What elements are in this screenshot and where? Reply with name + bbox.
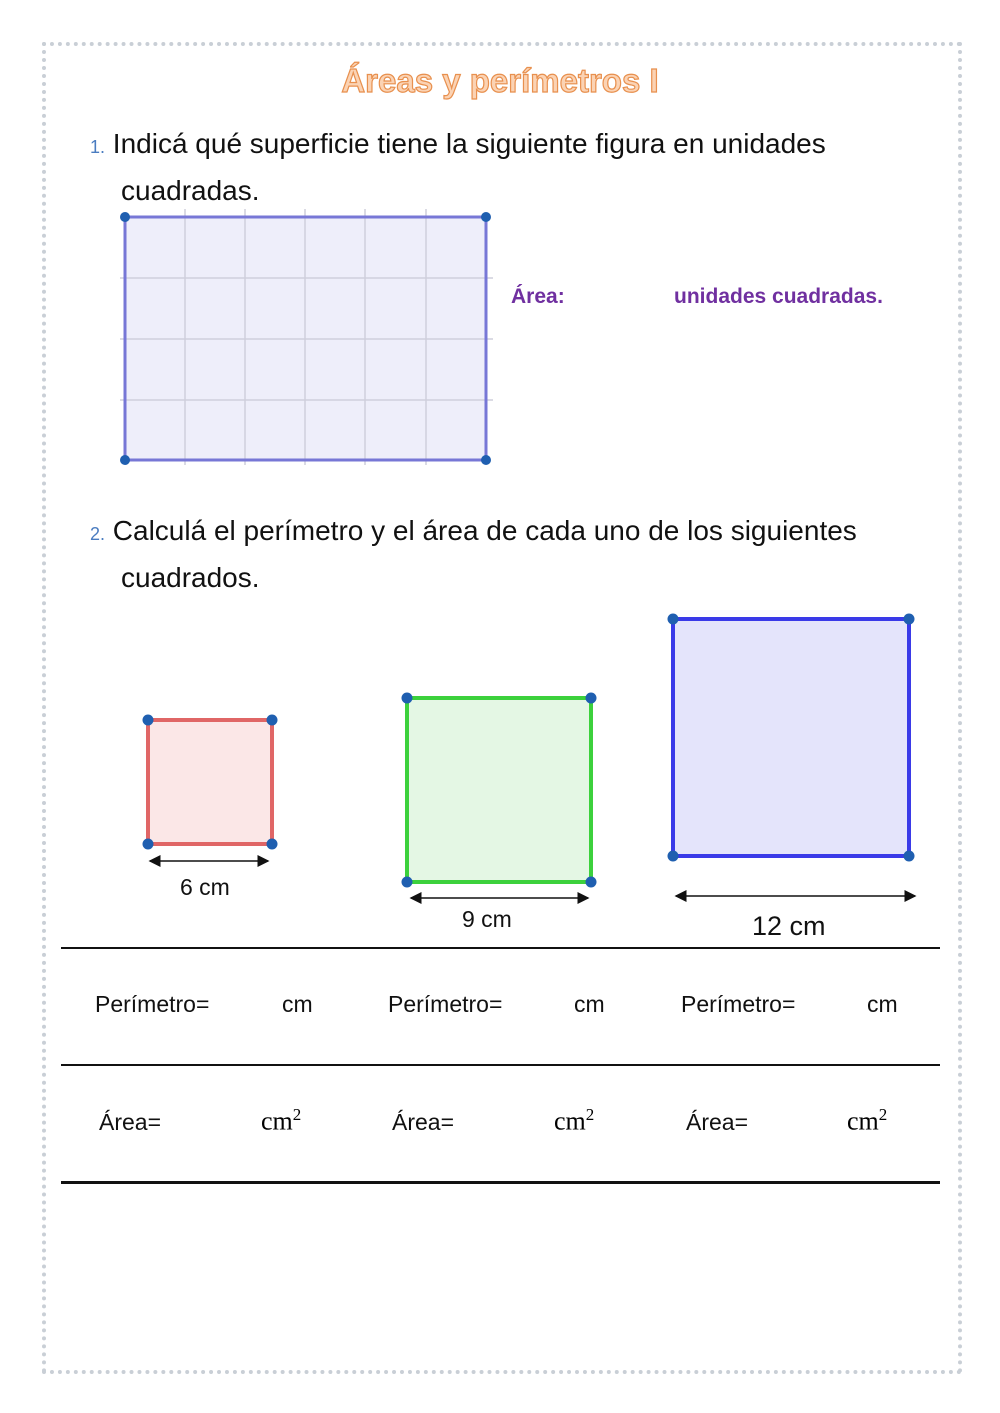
area-answer-label: Área= — [686, 1109, 749, 1135]
divider — [61, 1064, 940, 1066]
divider — [61, 1181, 940, 1184]
question-number: 2. — [90, 524, 106, 544]
unit-exponent: 2 — [585, 1105, 595, 1124]
question-number: 1. — [90, 137, 106, 157]
unit-text: cm — [554, 1106, 586, 1136]
perimeter-unit: cm — [867, 991, 898, 1017]
unit-exponent: 2 — [878, 1105, 888, 1124]
grid-rectangle — [115, 207, 500, 472]
question-1 — [90, 122, 826, 213]
side-label-9cm: 9 cm — [462, 906, 512, 932]
square-12cm — [668, 614, 916, 897]
unit-text: cm — [261, 1106, 293, 1136]
area-unit — [261, 1105, 301, 1137]
divider — [61, 947, 940, 949]
question-2 — [90, 509, 857, 600]
unit-text: cm — [847, 1106, 879, 1136]
area-unit — [554, 1105, 594, 1137]
squares-figure — [0, 600, 1000, 920]
question-text: Calculá el perímetro y el área de cada uno de los siguientes — [112, 515, 857, 546]
square-9cm — [402, 693, 597, 899]
area-answer-label: Área= — [392, 1109, 455, 1135]
unit-label: unidades cuadradas. — [674, 285, 883, 308]
area-label: Área: — [511, 285, 565, 308]
side-label-12cm: 12 cm — [752, 911, 826, 941]
page-title: Áreas y perímetros I — [341, 62, 659, 99]
side-label-6cm: 6 cm — [180, 874, 230, 900]
question-text-cont: cuadradas. — [121, 175, 260, 206]
question-text: Indicá qué superficie tiene la siguiente figura en unidades — [112, 128, 826, 159]
perimeter-unit: cm — [574, 991, 605, 1017]
perimeter-unit: cm — [282, 991, 313, 1017]
square-6cm — [143, 715, 278, 862]
area-answer-label: Área= — [99, 1109, 162, 1135]
question-text-cont: cuadrados. — [121, 562, 260, 593]
perimeter-label: Perímetro= — [681, 991, 796, 1017]
unit-exponent: 2 — [292, 1105, 302, 1124]
perimeter-label: Perímetro= — [95, 991, 210, 1017]
perimeter-label: Perímetro= — [388, 991, 503, 1017]
area-unit — [847, 1105, 887, 1137]
